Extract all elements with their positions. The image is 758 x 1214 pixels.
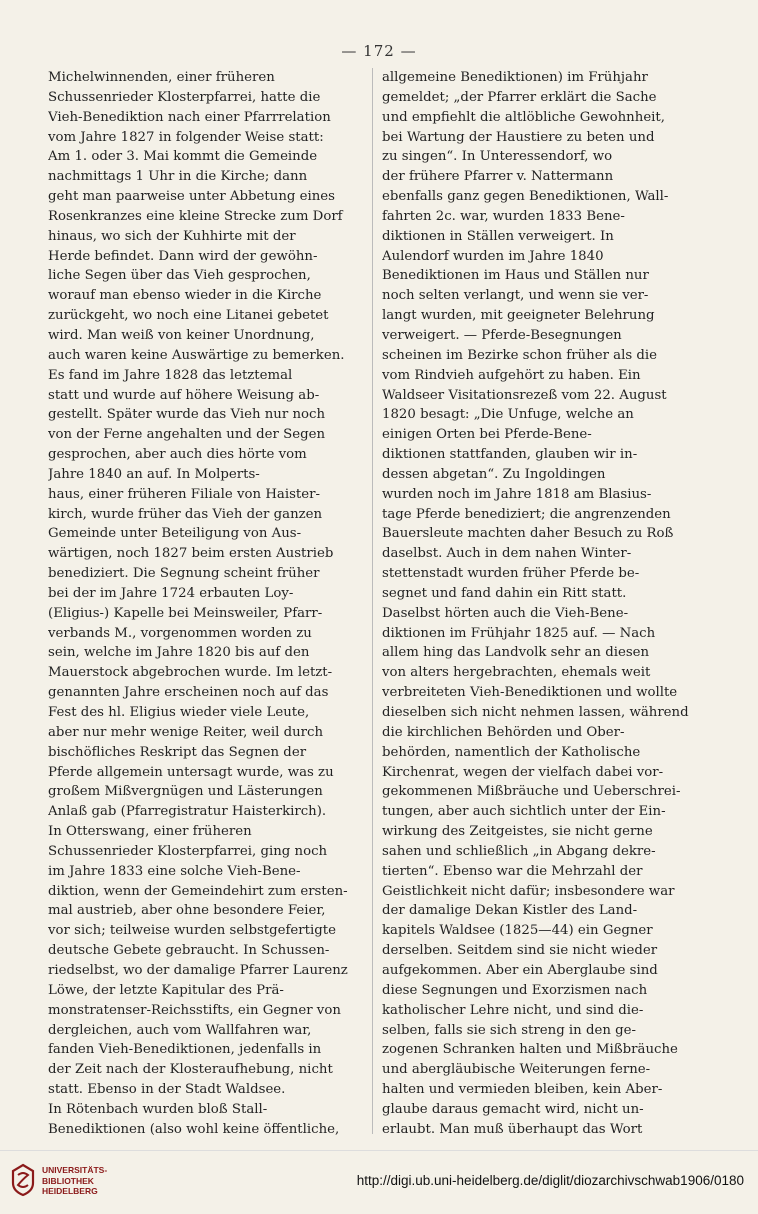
right-column-line: Bauersleute machten daher Besuch zu Roß: [382, 526, 674, 542]
right-column-line: dieselben sich nicht nehmen lassen, während: [382, 705, 689, 720]
right-column-line: die kirchlichen Behörden und Ober-: [382, 724, 625, 740]
right-column-line: einigen Orten bei Pferde-Bene-: [382, 427, 592, 443]
left-column-line: verbands M., vorgenommen worden zu: [48, 625, 312, 641]
right-column-line: 1820 besagt: „Die Unfuge, welche an: [382, 407, 634, 423]
right-column-line: selben, falls sie sich streng in den ge-: [382, 1022, 637, 1038]
right-column-line: behörden, namentlich der Katholische: [382, 744, 641, 760]
left-column-line: Vieh-Benediktion nach einer Pfarrrelation: [48, 109, 331, 125]
right-column-line: diese Segnungen und Exorzismen nach: [382, 982, 648, 998]
right-column-line: der frühere Pfarrer v. Nattermann: [382, 169, 614, 185]
left-column-line: Schussenrieder Klosterpfarrei, hatte die: [48, 89, 321, 105]
right-column-line: Daselbst hörten auch die Vieh-Bene-: [382, 605, 629, 621]
left-column-line: Pferde allgemein untersagt wurde, was zu: [48, 764, 334, 780]
left-column-line: benediziert. Die Segnung scheint früher: [48, 566, 320, 582]
left-column-line: vor sich; teilweise wurden selbstgefertigte: [48, 923, 336, 939]
left-column-line: worauf man ebenso wieder in die Kirche: [48, 288, 322, 304]
right-column-line: diktionen stattfanden, glauben wir in-: [382, 447, 638, 463]
right-column-line: dessen abgetan“. Zu Ingoldingen: [382, 466, 606, 482]
right-column-line: derselben. Seitdem sind sie nicht wieder: [382, 943, 658, 959]
left-column-line: gesprochen, aber auch dies hörte vom: [48, 447, 307, 463]
left-column-line: statt. Ebenso in der Stadt Waldsee.: [48, 1082, 286, 1098]
right-column-line: aufgekommen. Aber ein Aberglaube sind: [382, 962, 658, 978]
right-column-line: von alters hergebrachten, ehemals weit: [382, 665, 651, 681]
source-url-link[interactable]: http://digi.ub.uni-heidelberg.de/diglit/diozarchivschwab1906/0180: [356, 1173, 744, 1188]
right-column-line: Geistlichkeit nicht dafür; insbesondere war: [382, 883, 675, 899]
left-column-line: In Otterswang, einer früheren: [48, 824, 252, 840]
left-column-line: vom Jahre 1827 in folgender Weise statt:: [48, 129, 324, 145]
left-column-line: nachmittags 1 Uhr in die Kirche; dann: [48, 169, 308, 185]
left-column-line: sein, welche im Jahre 1820 bis auf den: [48, 645, 310, 661]
left-column-line: Michelwinnenden, einer früheren: [48, 70, 275, 85]
right-column-line: diktionen im Frühjahr 1825 auf. — Nach: [382, 625, 656, 641]
left-column-line: Es fand im Jahre 1828 das letztemal: [48, 367, 293, 383]
left-column-line: Schussenrieder Klosterpfarrei, ging noch: [48, 843, 328, 859]
right-column-line: und empfiehlt die altlöbliche Gewohnheit,: [382, 109, 666, 125]
left-column-line: mal austrieb, aber ohne besondere Feier,: [48, 903, 326, 919]
right-column-line: der damalige Dekan Kistler des Land-: [382, 903, 638, 919]
right-column-line: vom Rindvieh aufgehört zu haben. Ein: [382, 367, 641, 383]
logo-line-3: HEIDELBERG: [42, 1186, 98, 1196]
right-text-column: [382, 68, 702, 1140]
left-column-line: wärtigen, noch 1827 beim ersten Austrieb: [48, 546, 334, 562]
right-column-line: stettenstadt wurden früher Pferde be-: [382, 566, 640, 582]
right-column-line: kapitels Waldsee (1825—44) ein Gegner: [382, 923, 653, 939]
left-column-line: statt und wurde auf höhere Weisung ab-: [48, 387, 320, 403]
left-column-line: geht man paarweise unter Abbetung eines: [48, 189, 335, 205]
right-column-line: zu singen“. In Unteressendorf, wo: [382, 149, 613, 165]
left-column-line: In Rötenbach wurden bloß Stall-: [48, 1101, 268, 1117]
right-column-line: tage Pferde benediziert; die angrenzenden: [382, 506, 671, 522]
right-column-line: segnet und fand dahin ein Ritt statt.: [382, 585, 627, 601]
left-column-line: der Zeit nach der Klosteraufhebung, nicht: [48, 1062, 333, 1078]
right-column-line: gekommenen Mißbräuche und Ueberschrei-: [382, 784, 681, 800]
right-column-line: diktionen in Ställen verweigert. In: [382, 228, 614, 244]
right-column-line: bei Wartung der Haustiere zu beten und: [382, 129, 655, 145]
right-column-line: glaube daraus gemacht wird, nicht un-: [382, 1101, 644, 1117]
right-column-line: scheinen im Bezirke schon früher als die: [382, 347, 658, 363]
left-column-line: Rosenkranzes eine kleine Strecke zum Dorf: [48, 208, 343, 224]
right-column-line: Benediktionen im Haus und Ställen nur: [382, 268, 649, 284]
left-column-line: riedselbst, wo der damalige Pfarrer Laurenz: [48, 962, 348, 978]
right-column-line: ebenfalls ganz gegen Benediktionen, Wall-: [382, 189, 669, 205]
left-column-line: Mauerstock abgebrochen wurde. Im letzt-: [48, 665, 333, 681]
left-column-line: von der Ferne angehalten und der Segen: [48, 427, 326, 443]
right-column-line: tierten“. Ebenso war die Mehrzahl der: [382, 863, 643, 879]
left-column-line: Am 1. oder 3. Mai kommt die Gemeinde: [48, 149, 318, 165]
right-column-line: Kirchenrat, wegen der vielfach dabei vor-: [382, 764, 664, 780]
right-column-line: gemeldet; „der Pfarrer erklärt die Sache: [382, 89, 657, 105]
right-column-line: allgemeine Benediktionen) im Frühjahr: [382, 70, 648, 85]
right-column-line: Aulendorf wurden im Jahre 1840: [382, 248, 604, 264]
left-column-line: diktion, wenn der Gemeindehirt zum ersten-: [48, 883, 348, 899]
left-column-line: genannten Jahre erscheinen noch auf das: [48, 685, 329, 701]
column-divider: [372, 68, 373, 1134]
left-column-line: liche Segen über das Vieh gesprochen,: [48, 268, 311, 284]
page-number: — 172 —: [341, 42, 417, 60]
right-column-line: katholischer Lehre nicht, und sind die-: [382, 1002, 644, 1018]
logo-line-1: UNIVERSITÄTS-: [42, 1165, 108, 1175]
footer-bar: [0, 1150, 758, 1214]
right-column-line: allem hing das Landvolk sehr an diesen: [382, 645, 650, 661]
left-column-line: fanden Vieh-Benediktionen, jedenfalls in: [48, 1042, 322, 1058]
library-logo-text: [42, 1165, 107, 1197]
left-column-line: wird. Man weiß von keiner Unordnung,: [48, 327, 315, 343]
left-column-line: dergleichen, auch vom Wallfahren war,: [48, 1022, 312, 1038]
left-column-line: gestellt. Später wurde das Vieh nur noch: [48, 407, 326, 423]
right-column-line: wurden noch im Jahre 1818 am Blasius-: [382, 486, 652, 502]
university-seal-icon: [10, 1163, 36, 1197]
right-column-line: erlaubt. Man muß überhaupt das Wort: [382, 1121, 643, 1137]
left-column-line: Jahre 1840 an auf. In Molperts-: [48, 466, 260, 482]
right-column-line: noch selten verlangt, und wenn sie ver-: [382, 288, 649, 304]
right-column-line: zogenen Schranken halten und Mißbräuche: [382, 1042, 678, 1058]
left-text-column: [48, 68, 368, 1140]
left-column-line: bei der im Jahre 1724 erbauten Loy-: [48, 585, 294, 601]
left-column-line: Anlaß gab (Pfarregistratur Haisterkirch).: [48, 804, 327, 820]
right-column-line: und abergläubische Weiterungen ferne-: [382, 1062, 651, 1078]
right-column-line: halten und vermieden bleiben, kein Aber-: [382, 1082, 663, 1098]
left-column-line: Benediktionen (also wohl keine öffentliche,: [48, 1121, 340, 1137]
left-column-line: großem Mißvergnügen und Lästerungen: [48, 784, 323, 800]
left-column-line: Löwe, der letzte Kapitular des Prä-: [48, 982, 284, 998]
right-column-line: wirkung des Zeitgeistes, sie nicht gerne: [382, 824, 653, 840]
right-column-line: fahrten 2c. war, wurden 1833 Bene-: [382, 208, 625, 224]
left-column-line: Fest des hl. Eligius wieder viele Leute,: [48, 705, 310, 720]
right-column-line: daselbst. Auch in dem nahen Winter-: [382, 546, 632, 562]
left-column-line: aber nur mehr wenige Reiter, weil durch: [48, 724, 324, 740]
right-column-line: Waldseer Visitationsrezeß vom 22. August: [382, 387, 667, 403]
left-column-line: deutsche Gebete gebraucht. In Schussen-: [48, 943, 330, 959]
left-column-line: kirch, wurde früher das Vieh der ganzen: [48, 506, 323, 522]
left-column-line: zurückgeht, wo noch eine Litanei gebetet: [48, 308, 329, 324]
left-column-line: Gemeinde unter Beteiligung von Aus-: [48, 526, 302, 542]
left-column-line: im Jahre 1833 eine solche Vieh-Bene-: [48, 863, 301, 879]
left-column-line: hinaus, wo sich der Kuhhirte mit der: [48, 228, 296, 244]
left-column-line: (Eligius-) Kapelle bei Meinsweiler, Pfarr-: [48, 605, 323, 621]
logo-line-2: BIBLIOTHEK: [42, 1175, 94, 1186]
left-column-line: Herde befindet. Dann wird der gewöhn-: [48, 248, 318, 264]
left-column-line: auch waren keine Auswärtige zu bemerken.: [48, 347, 345, 363]
left-column-line: bischöfliches Reskript das Segnen der: [48, 744, 307, 760]
left-column-line: monstratenser-Reichsstifts, ein Gegner von: [48, 1002, 341, 1018]
right-column-line: sahen und schließlich „in Abgang dekre-: [382, 843, 656, 859]
left-column-line: haus, einer früheren Filiale von Haister-: [48, 486, 320, 502]
right-column-line: langt wurden, mit geeigneter Belehrung: [382, 308, 655, 324]
right-column-line: verweigert. — Pferde-Besegnungen: [382, 327, 622, 343]
right-column-line: verbreiteten Vieh-Benediktionen und wollte: [382, 685, 678, 701]
right-column-line: tungen, aber auch sichtlich unter der Ein-: [382, 804, 666, 820]
